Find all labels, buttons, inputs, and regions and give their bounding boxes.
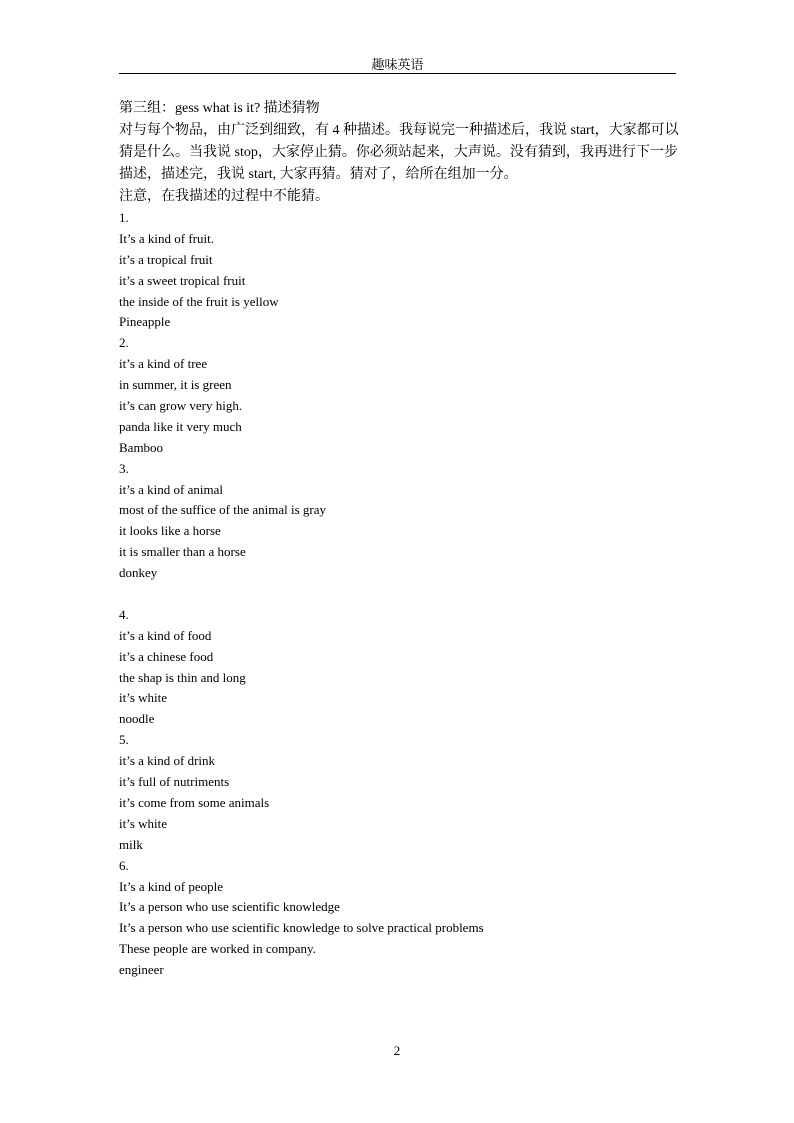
clue-line: the shap is thin and long [119,669,246,685]
clue-line: It’s a kind of people [119,878,223,894]
answer-line: noodle [119,711,155,727]
page-footer [0,1043,794,1059]
section-heading: 第三组：gess what is it? 描述猜物 [119,101,320,116]
clue-line: it’s a kind of drink [119,753,216,769]
clue-line: It’s a kind of fruit. [119,230,214,246]
clue-line: it’s a sweet tropical fruit [119,272,246,288]
clue-line: it’s a chinese food [119,648,214,664]
item-5 [119,730,679,855]
item-number: 5. [119,732,129,748]
clue-line: it’s white [119,690,168,706]
clue-line: it’s can grow very high. [119,398,243,414]
item-3 [119,459,679,605]
clue-line: it’s a kind of tree [119,356,208,372]
document-body [119,98,679,981]
header-title: 趣味英语 [371,57,424,72]
clue-line: most of the suffice of the animal is gray [119,502,326,518]
clue-line: it is smaller than a horse [119,544,246,560]
page-header [119,56,676,74]
item-number: 1. [119,210,129,225]
page-number: 2 [393,1043,401,1058]
clue-line: It’s a person who use scientific knowledge to solve practical problems [119,920,484,936]
item-number: 4. [119,606,129,622]
intro-line: 注意，在我描述的过程中不能猜。 [119,189,329,204]
intro-line: 描述，描述完，我说 start, 大家再猜。猜对了，给所在组加一分。 [119,167,518,182]
clue-line: it’s full of nutriments [119,774,230,790]
item-number: 6. [119,857,129,873]
clue-line: in summer, it is green [119,377,232,393]
item-1 [119,208,679,333]
item-number: 2. [119,335,129,351]
answer-line: engineer [119,962,164,978]
clue-line: it’s come from some animals [119,794,270,810]
intro-line: 猜是什么。当我说 stop，大家停止猜。你必须站起来，大声说。没有猜到，我再进行下一步 [119,145,678,160]
clue-line: It’s a person who use scientific knowledge [119,899,340,915]
answer-line: Bamboo [119,439,164,455]
intro-line: 对与每个物品，由广泛到细致，有 4 种描述。我每说完一种描述后，我说 start，大家都可以 [119,123,679,138]
clue-line: it’s white [119,815,168,831]
clue-line: panda like it very much [119,418,242,434]
clue-line: the inside of the fruit is yellow [119,293,279,309]
clue-line: it looks like a horse [119,523,221,539]
item-4 [119,605,679,730]
item-2 [119,333,679,458]
clue-line: it’s a tropical fruit [119,251,213,267]
answer-line: milk [119,836,143,852]
answer-line: Pineapple [119,314,171,330]
item-6 [119,856,679,981]
clue-line: These people are worked in company. [119,941,316,957]
blank-line [119,584,679,605]
intro-section [119,98,679,208]
answer-line: donkey [119,565,158,581]
item-number: 3. [119,460,129,476]
clue-line: it’s a kind of food [119,627,212,643]
clue-line: it’s a kind of animal [119,481,223,497]
